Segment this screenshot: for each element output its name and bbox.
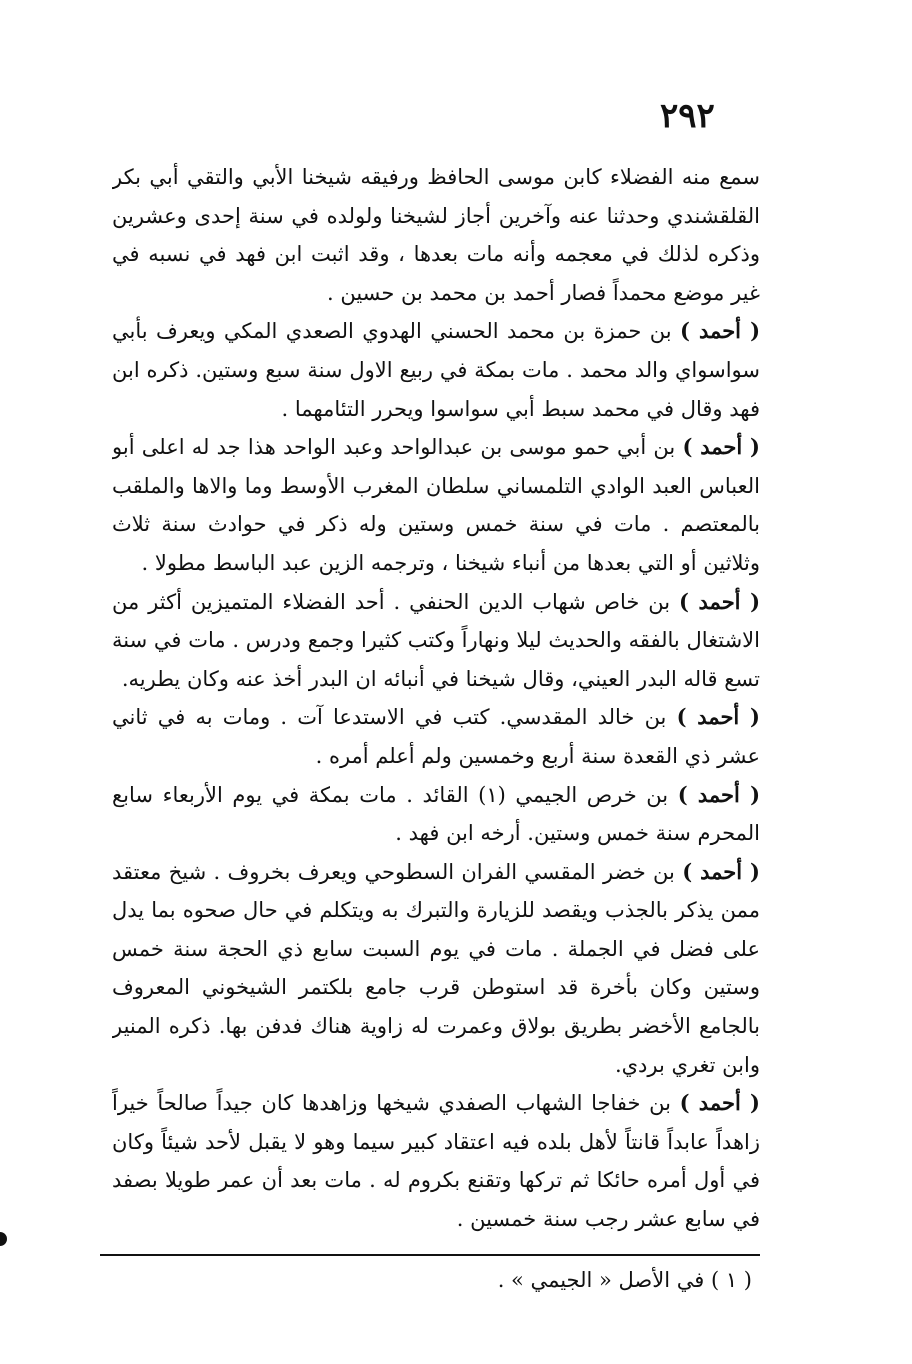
page-number: ٢٩٢ — [660, 96, 715, 136]
entry-2 — [112, 428, 760, 582]
entry-head: ( أحمد ) — [679, 588, 760, 614]
entry-text: بن حمزة بن محمد الحسني الهدوي الصعدي المكي ويعرف بأبي سواسواي والد محمد . مات بمكة في ربيع الاول سنة سبع وستين. ذكره ابن فهد وقال في محمد سبط أبي سواسوا ويحرر التئامهما . — [112, 319, 760, 421]
entry-text: بن خفاجا الشهاب الصفدي شيخها وزاهدها كان جيداً صالحاً خيراً زاهداً عابداً قانتاً لأهل بلده فيه اعتقاد كبير سيما وهو لا يقبل لأحد شيئاً وكان في أول أمره حائكا ثم تركها وتقنع بكروم له . مات بعد أن عمر طويلا بصفد في سابع عشر رجب سنة خمسين . — [112, 1091, 760, 1232]
entry-text: بن خضر المقسي الفران السطوحي ويعرف بخروف . شيخ معتقد ممن يذكر بالجذب ويقصد للزيارة والتبرك به ويتكلم في حال صحوه بما يدل على فضل في الجملة . مات في يوم السبت سابع ذي الحجة سنة خمس وستين وكان بأخرة قد استوطن قرب جامع بلكتمر الشيخوني المعروف بالجامع الأخضر بطريق بولاق وعمرت له زاوية هناك فدفن بها. ذكره المنير وابن تغري بردي. — [112, 859, 760, 1077]
entry-head: ( أحمد ) — [679, 1090, 760, 1116]
footnote-divider — [100, 1254, 760, 1256]
entry-text: بن خالد المقدسي. كتب في الاستدعا آت . ومات به في ثاني عشر ذي القعدة سنة أربع وخمسين ولم أعلم أمره . — [112, 705, 760, 768]
entry-6 — [112, 853, 760, 1085]
entry-text: بن خاص شهاب الدين الحنفي . أحد الفضلاء المتميزين أكثر من الاشتغال بالفقه والحديث ليلا ونهاراً وكتب كثيرا وجمع ودرس . مات في سنة تسع قاله البدر العيني، وقال شيخنا في أنبائه ان البدر أخذ عنه وكان يطريه. — [112, 589, 760, 691]
footnote: ( ١ ) في الأصل « الجيمي » . — [497, 1268, 752, 1292]
entry-7 — [112, 1084, 760, 1238]
entry-0 — [112, 158, 760, 312]
entry-text: سمع منه الفضلاء كابن موسى الحافظ ورفيقه شيخنا الأبي والتقي أبي بكر القلقشندي وحدثنا عنه وآخرين أجاز لشيخنا ولولده في سنة إحدى وعشرين وذكره لذلك في معجمه وأنه مات بعدها ، وقد اثبت ابن فهد في نسبه في غير موضع محمداً فصار أحمد بن محمد بن حسين . — [112, 165, 760, 305]
entry-4 — [112, 698, 760, 775]
entry-head: ( أحمد ) — [677, 781, 760, 807]
entry-text: بن خرص الجيمي (١) القائد . مات بمكة في يوم الأربعاء سابع المحرم سنة خمس وستين. أرخه ابن فهد . — [112, 782, 760, 846]
body-text — [112, 158, 760, 1238]
entry-3 — [112, 583, 760, 699]
entry-head: ( أحمد ) — [682, 858, 760, 884]
entry-head: ( أحمد ) — [682, 434, 760, 460]
entry-head: ( أحمد ) — [676, 704, 760, 730]
entry-head: ( أحمد ) — [680, 318, 760, 344]
entry-5 — [112, 776, 760, 853]
entry-text: بن أبي حمو موسى بن عبدالواحد وعبد الواحد هذا جد له اعلى أبو العباس العبد الوادي التلمساني سلطان المغرب الأوسط وما والاها والملقب بالمعتصم . مات في سنة خمس وستين وله ذكر في حوادث سنة ثلاث وثلاثين أو التي بعدها من أنباء شيخنا ، وترجمه الزين عبد الباسط مطولا . — [112, 435, 760, 575]
entry-1 — [112, 312, 760, 428]
page-edge-mark — [0, 1232, 7, 1246]
